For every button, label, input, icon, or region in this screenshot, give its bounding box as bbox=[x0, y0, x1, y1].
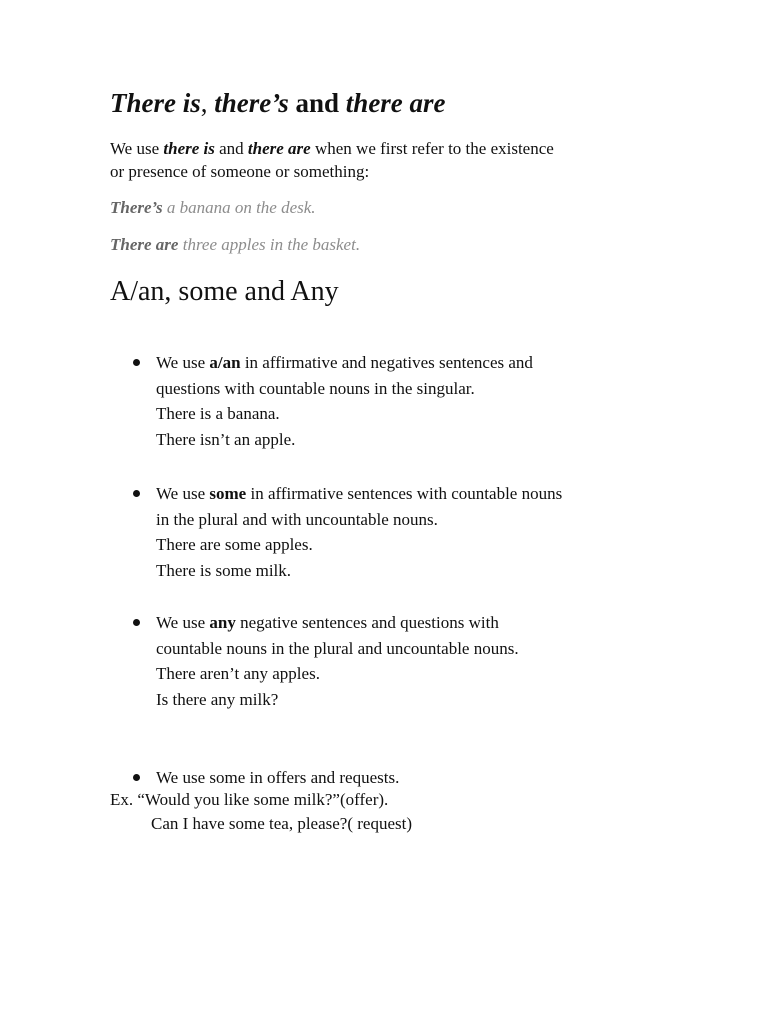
rule-3-line-1 bbox=[156, 610, 519, 636]
request-example: Can I have some tea, please?( request) bbox=[151, 814, 413, 833]
rule-3-term: any bbox=[209, 613, 236, 632]
offer-example: Ex. “Would you like some milk?”(offer). bbox=[110, 790, 389, 809]
page-title bbox=[110, 86, 446, 120]
example-2-rest: three apples in the basket. bbox=[182, 235, 361, 254]
rule-2-post: in affirmative sentences with countable nouns bbox=[250, 484, 563, 503]
rule-2-line-1 bbox=[156, 481, 562, 507]
intro-mid: and bbox=[219, 139, 244, 158]
rule-1-line-4: There isn’t an apple. bbox=[156, 430, 296, 450]
intro-line-2: or presence of someone or something: bbox=[110, 162, 370, 181]
bullet-2 bbox=[133, 490, 140, 497]
rule-1-line-3: There is a banana. bbox=[156, 404, 280, 424]
rule-2-line-2: in the plural and with uncountable nouns. bbox=[156, 509, 438, 529]
rule-1-term: a/an bbox=[209, 353, 241, 372]
intro-post: when we first refer to the existence bbox=[314, 139, 554, 158]
example-1-rest: a banana on the desk. bbox=[166, 198, 316, 217]
rule-2-line-3: There are some apples. bbox=[156, 535, 313, 555]
example-2 bbox=[110, 235, 360, 255]
rule-1-line-1 bbox=[156, 350, 533, 376]
title-comma: , bbox=[200, 88, 208, 118]
example-1-subject: There’s bbox=[110, 198, 163, 217]
bullet-3 bbox=[133, 619, 140, 626]
title-part3: there are bbox=[345, 88, 446, 118]
title-and: and bbox=[295, 88, 340, 118]
rule-3 bbox=[156, 610, 519, 713]
rule-3-line-4: Is there any milk? bbox=[156, 690, 279, 710]
example-1 bbox=[110, 198, 316, 218]
rule-3-line-3: There aren’t any apples. bbox=[156, 664, 320, 684]
rule-1-post: in affirmative and negatives sentences and bbox=[244, 353, 533, 372]
intro-term-2: there are bbox=[247, 139, 311, 158]
rule-3-post: negative sentences and questions with bbox=[240, 613, 499, 632]
bullet-1 bbox=[133, 359, 140, 366]
example-2-subject: There are bbox=[110, 235, 179, 254]
intro-line-1 bbox=[110, 137, 554, 160]
rule-2 bbox=[156, 481, 562, 584]
section-heading: A/an, some and Any bbox=[110, 276, 339, 307]
rule-2-line-4: There is some milk. bbox=[156, 561, 292, 581]
rule-1-line-2: questions with countable nouns in the singular. bbox=[156, 378, 475, 398]
rule-2-term: some bbox=[209, 484, 247, 503]
intro-paragraph bbox=[110, 137, 554, 183]
title-part2: there’s bbox=[214, 88, 289, 118]
rule-4 bbox=[156, 765, 399, 791]
rule-4-text: We use some in offers and requests. bbox=[156, 768, 400, 787]
rule-3-line-2: countable nouns in the plural and uncountable nouns. bbox=[156, 638, 519, 658]
rule-1-pre: We use bbox=[156, 353, 206, 372]
rule-2-pre: We use bbox=[156, 484, 206, 503]
bullet-4 bbox=[133, 774, 140, 781]
rule-1 bbox=[156, 350, 533, 453]
title-part1: There is bbox=[110, 88, 201, 118]
rule-3-pre: We use bbox=[156, 613, 206, 632]
intro-pre: We use bbox=[110, 139, 160, 158]
intro-term-1: there is bbox=[163, 139, 215, 158]
